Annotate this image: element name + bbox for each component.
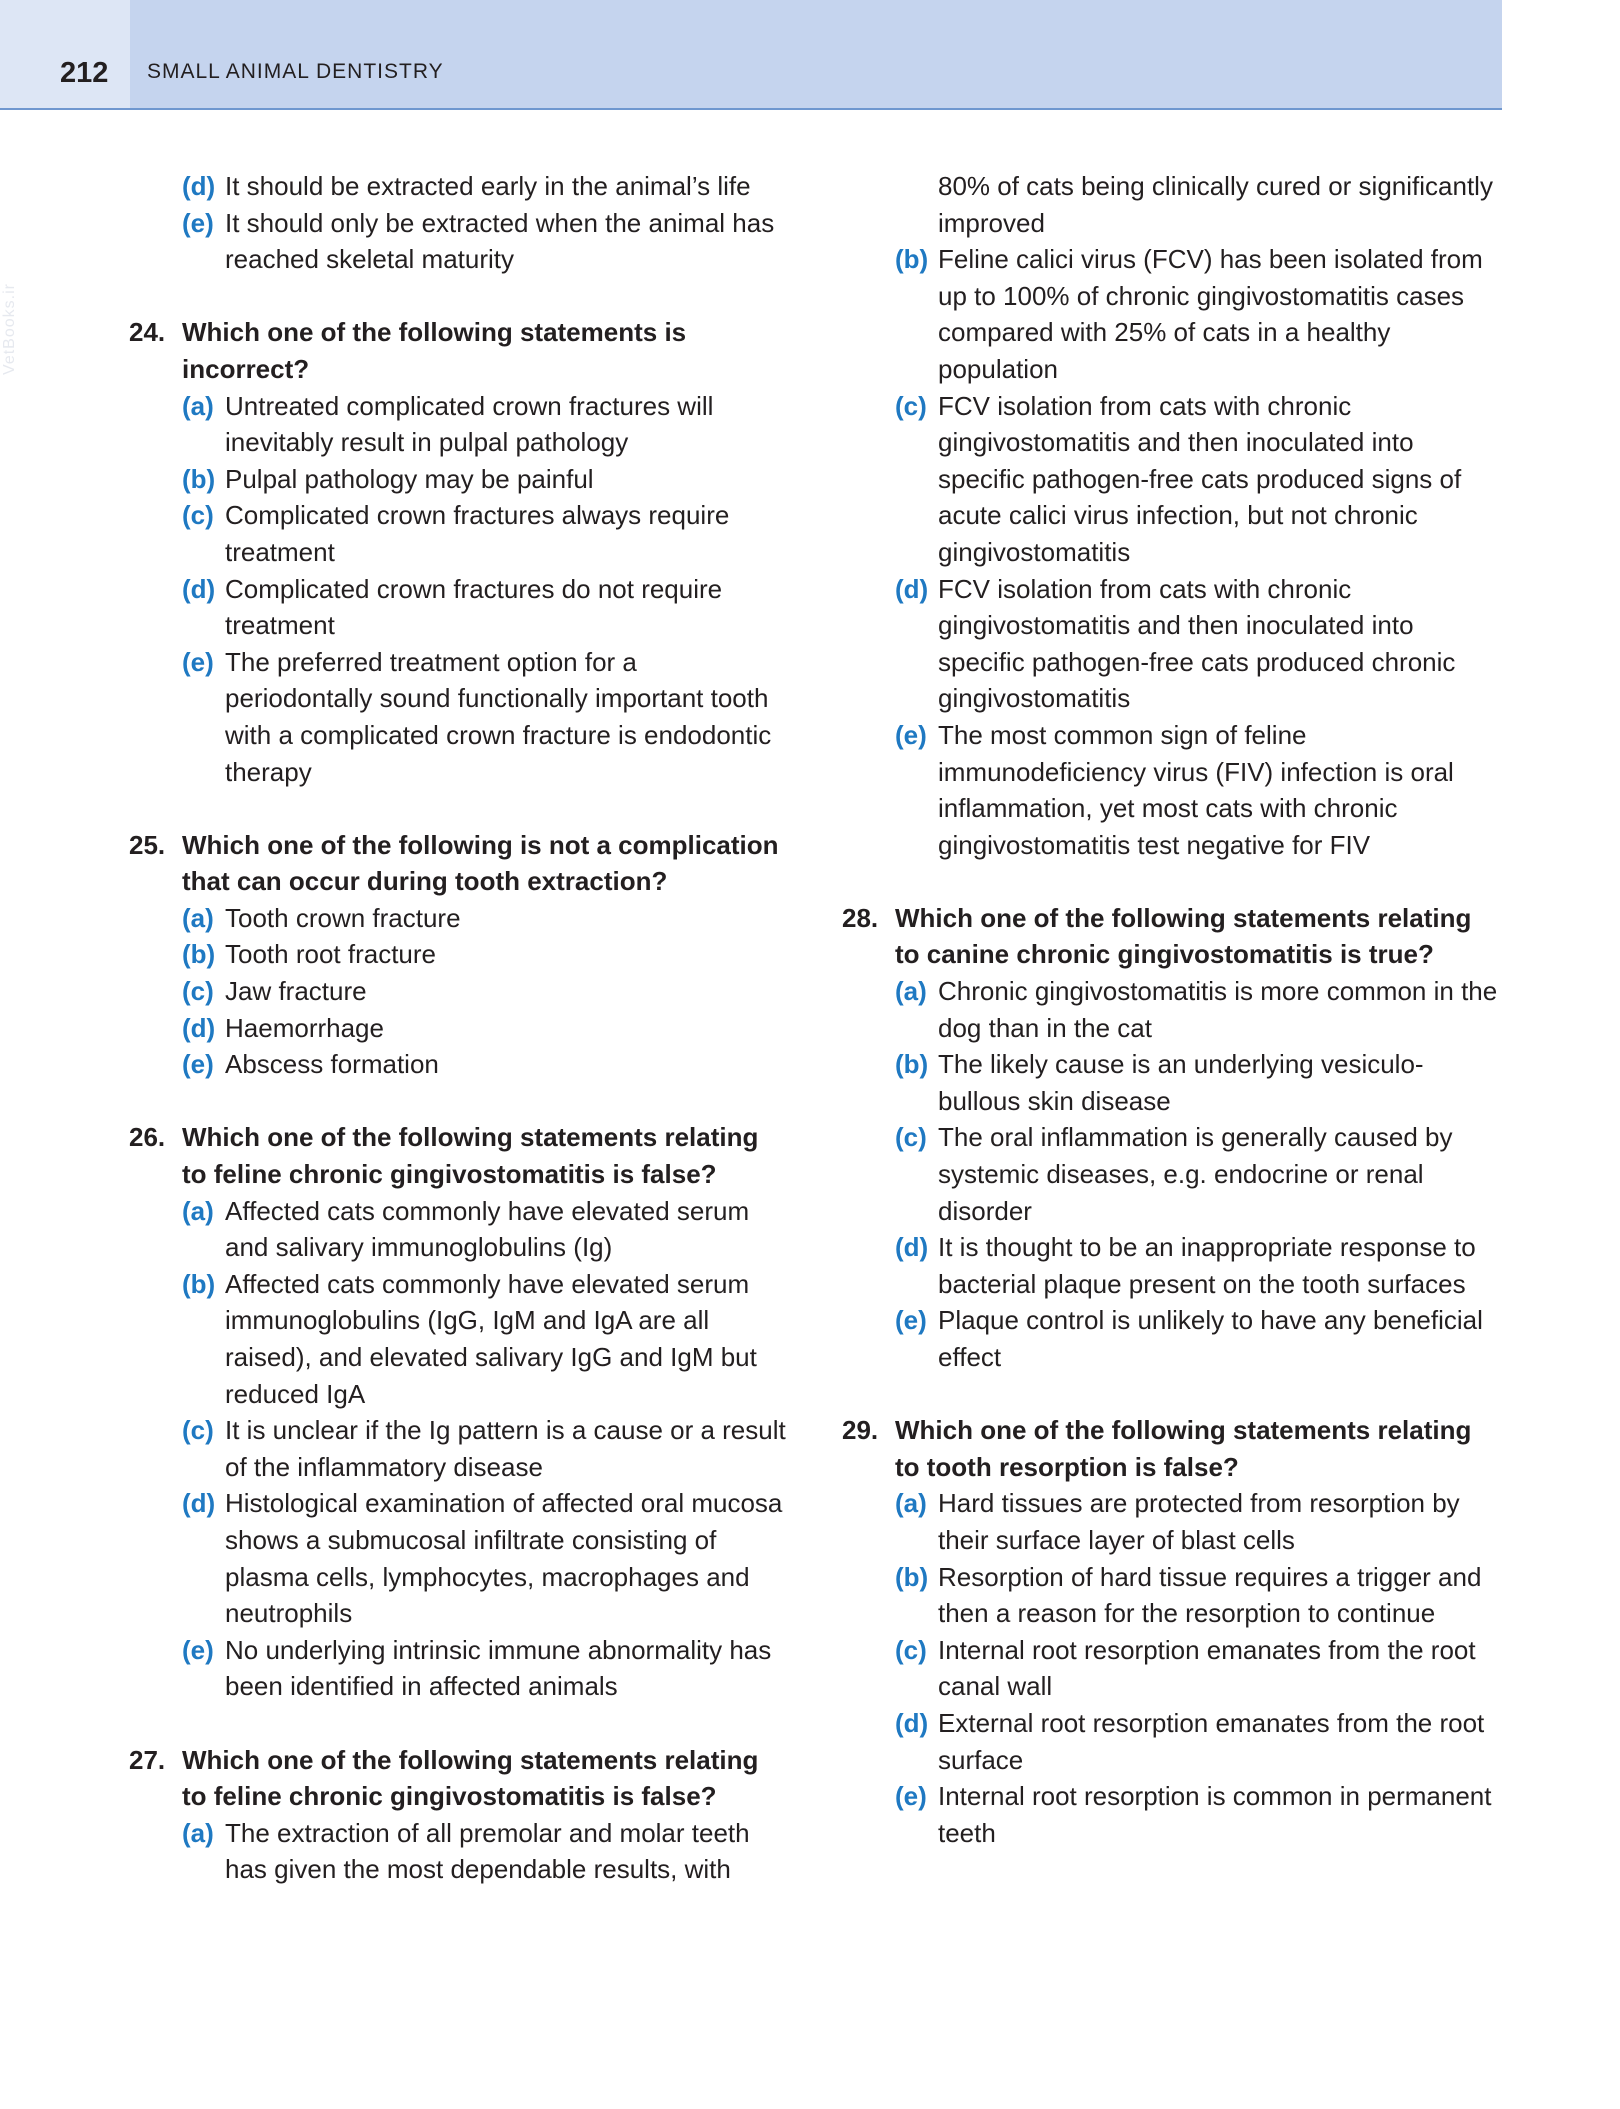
option-b xyxy=(182,936,789,973)
option-b xyxy=(182,1266,789,1412)
option-label: (a) xyxy=(895,1488,927,1519)
option-b xyxy=(895,1559,1502,1632)
option-label: (a) xyxy=(895,976,927,1007)
option-d xyxy=(182,1010,789,1047)
option-text: Resorption of hard tissue requires a trigger and then a reason for the resorption to continue xyxy=(938,1561,1482,1629)
option-text: FCV isolation from cats with chronic gingivostomatitis and then inoculated into specific pathogen-free cats produced chronic gingivostomatitis xyxy=(938,573,1456,714)
option-b xyxy=(895,1046,1502,1119)
question-number: 26. xyxy=(129,1122,166,1153)
option-text: Internal root resorption emanates from the root canal wall xyxy=(938,1634,1476,1702)
question-stem: Which one of the following statements relating to feline chronic gingivostomatitis is false? xyxy=(182,1122,759,1190)
option-text: Pulpal pathology may be painful xyxy=(225,463,594,494)
option-continuation-text: 80% of cats being clinically cured or significantly improved xyxy=(938,171,1493,238)
option-text: No underlying intrinsic immune abnormality has been identified in affected animals xyxy=(225,1634,772,1702)
option-label: (c) xyxy=(895,1122,927,1153)
right-column xyxy=(842,168,1502,1851)
question-heading xyxy=(129,1119,789,1192)
option-text: It is thought to be an inappropriate response to bacterial plaque present on the tooth surfaces xyxy=(938,1232,1476,1299)
option-label: (a) xyxy=(182,1817,214,1848)
option-a xyxy=(895,1485,1502,1558)
question-heading xyxy=(842,1412,1502,1485)
option-label: (e) xyxy=(182,646,214,677)
option-label: (e) xyxy=(895,719,927,750)
option-text: It should only be extracted when the animal has reached skeletal maturity xyxy=(225,207,775,275)
question-28 xyxy=(842,900,1502,1376)
option-text: Feline calici virus (FCV) has been isolated from up to 100% of chronic gingivostomatitis cases compared with 25% of cats in a healthy population xyxy=(938,244,1483,384)
option-text: Untreated complicated crown fractures will inevitably result in pulpal pathology xyxy=(225,390,714,458)
option-carry-e xyxy=(895,717,1502,863)
question-stem: Which one of the following statements relating to feline chronic gingivostomatitis is false? xyxy=(182,1744,759,1812)
option-b xyxy=(182,461,789,498)
question-stem: Which one of the following is not a complication that can occur during tooth extraction? xyxy=(182,829,779,897)
option-carry-d xyxy=(895,571,1502,717)
option-label: (c) xyxy=(182,1415,214,1446)
option-text: The most common sign of feline immunodeficiency virus (FIV) infection is oral inflammation, yet most cats with chronic gingivostomatitis test negative for FIV xyxy=(938,719,1454,860)
left-column xyxy=(129,168,789,1888)
option-label: (e) xyxy=(182,1634,214,1665)
option-d xyxy=(182,571,789,644)
option-text: It should be extracted early in the animal’s life xyxy=(225,171,751,201)
question-heading xyxy=(129,1742,789,1815)
option-c xyxy=(182,497,789,570)
question-heading xyxy=(129,314,789,387)
option-e xyxy=(182,1632,789,1705)
option-a xyxy=(895,973,1502,1046)
question-stem: Which one of the following statements is incorrect? xyxy=(182,317,687,384)
option-text: FCV isolation from cats with chronic gingivostomatitis and then inoculated into specific pathogen-free cats produced signs of acute calici virus infection, but not chronic gingivostomatitis xyxy=(938,390,1462,567)
option-label: (d) xyxy=(182,573,216,604)
option-label: (b) xyxy=(895,1049,929,1080)
option-label: (e) xyxy=(182,207,214,238)
option-text: Jaw fracture xyxy=(225,976,367,1007)
option-e xyxy=(895,1778,1502,1851)
option-label: (a) xyxy=(182,390,214,421)
option-label: (d) xyxy=(895,1232,929,1263)
running-header-band xyxy=(0,0,1502,110)
option-label: (e) xyxy=(182,1049,214,1080)
option-text: The likely cause is an underlying vesiculo-bullous skin disease xyxy=(938,1049,1424,1116)
option-c xyxy=(895,1632,1502,1705)
option-e xyxy=(182,644,789,790)
option-text: Tooth crown fracture xyxy=(225,902,461,933)
option-d xyxy=(895,1705,1502,1778)
option-label: (d) xyxy=(182,1488,216,1519)
question-24 xyxy=(129,314,789,790)
option-carry-b xyxy=(895,241,1502,387)
option-carry-d xyxy=(182,168,789,205)
option-text: The extraction of all premolar and molar teeth has given the most dependable results, with xyxy=(225,1817,750,1885)
option-label: (d) xyxy=(895,573,929,604)
question-number: 27. xyxy=(129,1744,166,1775)
question-26 xyxy=(129,1119,789,1705)
question-number: 24. xyxy=(129,317,166,348)
watermark: VetBooks.ir xyxy=(0,283,18,375)
option-a xyxy=(182,900,789,937)
option-label: (e) xyxy=(895,1305,927,1336)
option-label: (e) xyxy=(895,1781,927,1812)
option-text: Chronic gingivostomatitis is more common in the dog than in the cat xyxy=(938,976,1498,1043)
option-text: Abscess formation xyxy=(225,1049,439,1080)
question-number: 29. xyxy=(842,1415,879,1446)
question-heading xyxy=(129,827,789,900)
option-label: (b) xyxy=(182,939,216,970)
question-29 xyxy=(842,1412,1502,1851)
question-heading xyxy=(842,900,1502,973)
option-label: (a) xyxy=(182,1195,214,1226)
option-label: (d) xyxy=(895,1707,929,1738)
option-label: (c) xyxy=(895,1634,927,1665)
option-a xyxy=(182,388,789,461)
question-25 xyxy=(129,827,789,1083)
option-e xyxy=(182,1046,789,1083)
option-a xyxy=(182,1815,789,1888)
option-c xyxy=(182,973,789,1010)
option-label: (c) xyxy=(182,500,214,531)
option-c xyxy=(182,1412,789,1485)
option-e xyxy=(895,1302,1502,1375)
option-d xyxy=(182,1485,789,1631)
option-c xyxy=(895,1119,1502,1229)
option-text: Internal root resorption is common in permanent teeth xyxy=(938,1781,1492,1848)
option-label: (d) xyxy=(182,1012,216,1043)
option-label: (b) xyxy=(182,463,216,494)
option-text: Haemorrhage xyxy=(225,1012,384,1043)
page-number: 212 xyxy=(60,57,109,89)
option-text: Complicated crown fractures always require treatment xyxy=(225,500,730,567)
option-label: (b) xyxy=(182,1268,216,1299)
page-number-box xyxy=(0,0,130,108)
option-label: (a) xyxy=(182,902,214,933)
option-label: (b) xyxy=(895,244,929,275)
option-label: (c) xyxy=(182,976,214,1007)
question-27 xyxy=(129,1742,789,1888)
option-text: Hard tissues are protected from resorption by their surface layer of blast cells xyxy=(938,1488,1460,1555)
question-stem: Which one of the following statements relating to tooth resorption is false? xyxy=(895,1415,1472,1482)
question-number: 28. xyxy=(842,902,879,933)
option-text: External root resorption emanates from the root surface xyxy=(938,1707,1485,1775)
option-text: The oral inflammation is generally caused by systemic diseases, e.g. endocrine or renal disorder xyxy=(938,1122,1453,1226)
option-text: Affected cats commonly have elevated serum immunoglobulins (IgG, IgM and IgA are all raised), and elevated salivary IgG and IgM but reduced IgA xyxy=(225,1268,757,1409)
option-text: Affected cats commonly have elevated serum and salivary immunoglobulins (Ig) xyxy=(225,1195,750,1263)
option-text: Histological examination of affected oral mucosa shows a submucosal infiltrate consisting of plasma cells, lymphocytes, macrophages and neutrophils xyxy=(225,1488,783,1629)
running-head-title: SMALL ANIMAL DENTISTRY xyxy=(147,60,444,83)
option-text: Complicated crown fractures do not require treatment xyxy=(225,573,723,641)
option-a xyxy=(182,1193,789,1266)
option-text: It is unclear if the Ig pattern is a cause or a result of the inflammatory disease xyxy=(225,1415,786,1482)
option-label: (c) xyxy=(895,390,927,421)
option-carry-c xyxy=(895,388,1502,571)
option-text: Plaque control is unlikely to have any beneficial effect xyxy=(938,1305,1483,1372)
question-stem: Which one of the following statements relating to canine chronic gingivostomatitis is true? xyxy=(895,902,1472,970)
option-label: (d) xyxy=(182,171,216,201)
question-number: 25. xyxy=(129,829,166,860)
option-carry-e xyxy=(182,205,789,278)
option-text: Tooth root fracture xyxy=(225,939,436,970)
option-text: The preferred treatment option for a periodontally sound functionally important tooth with a complicated crown fracture is endodontic therapy xyxy=(225,646,772,787)
option-label: (b) xyxy=(895,1561,929,1592)
option-d xyxy=(895,1229,1502,1302)
